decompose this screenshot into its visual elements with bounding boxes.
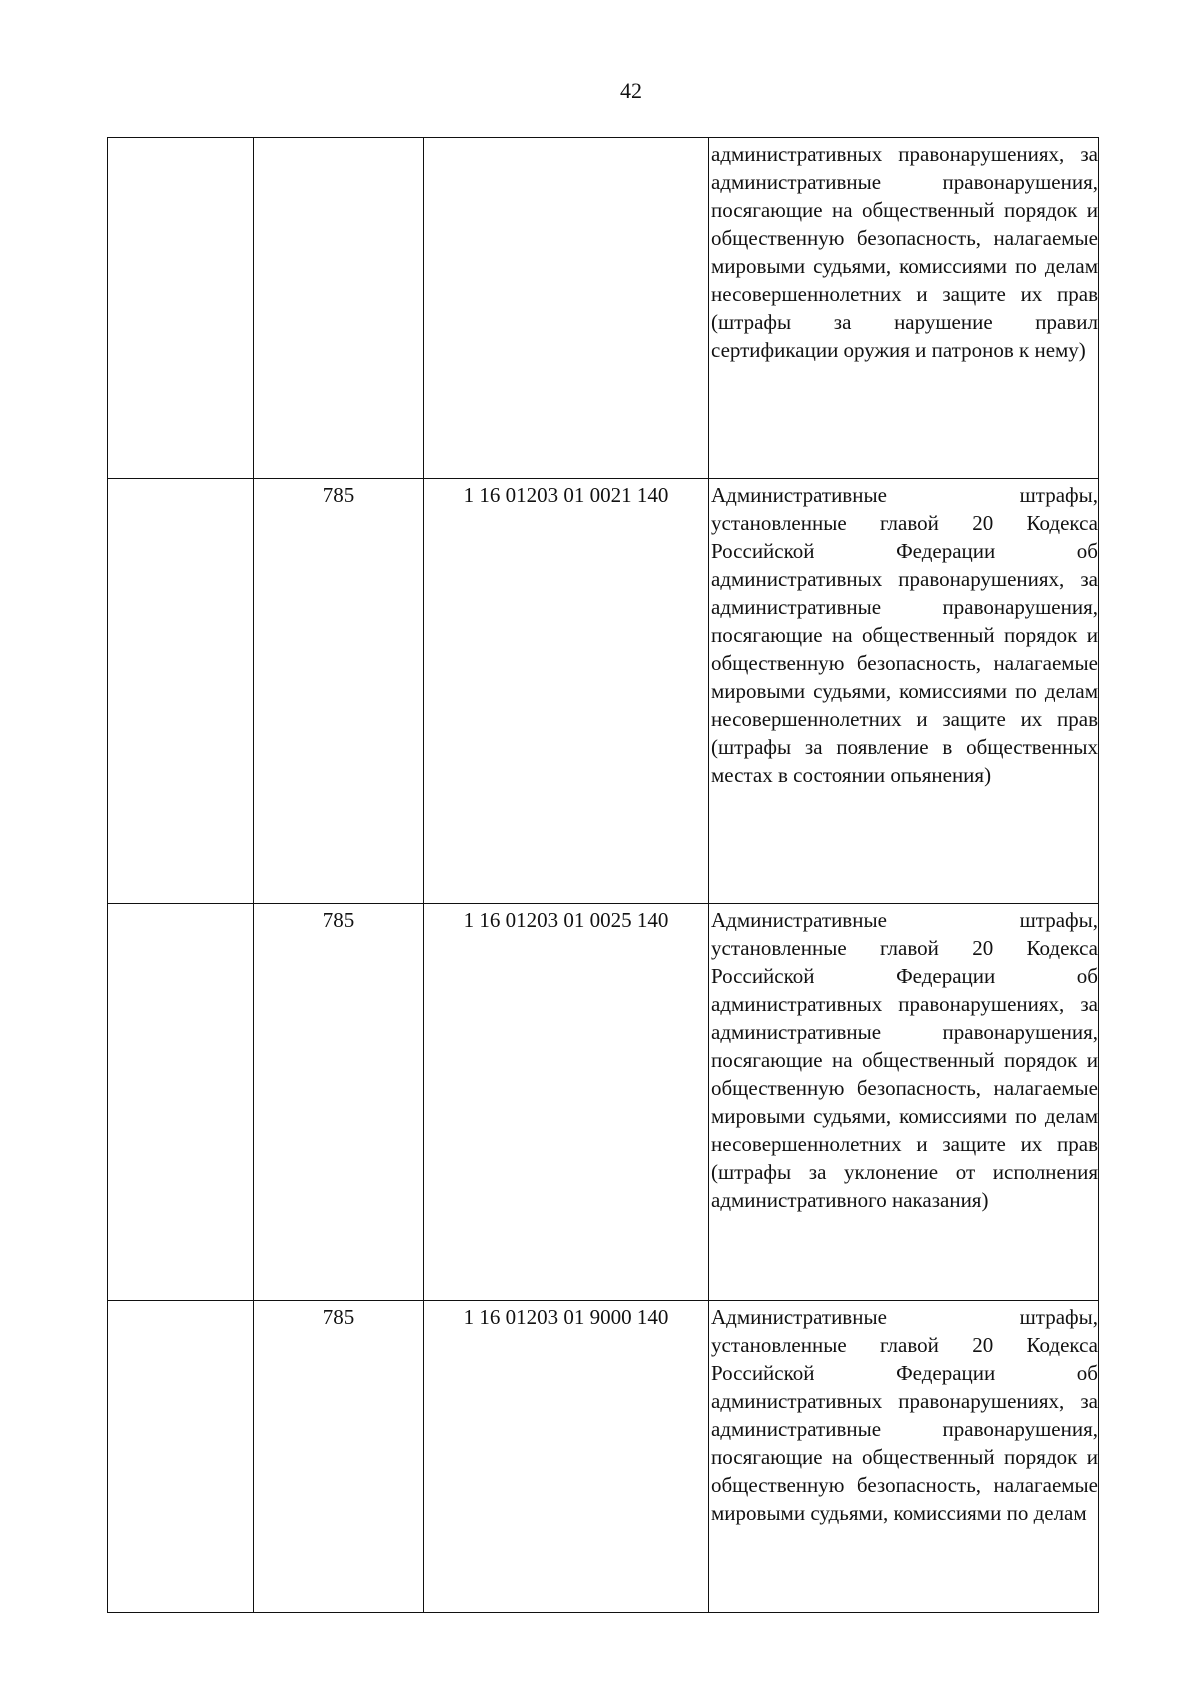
kbk-code-cell: 1 16 01203 01 0025 140 xyxy=(424,904,709,1301)
kbk-code-cell: 1 16 01203 01 9000 140 xyxy=(424,1301,709,1613)
description-text: Административные штрафы, установленные главой 20 Кодекса Российской Федерации об административных правонарушениях, за административные правонарушения, посягающие на общественный порядок и общественную безопасность, налагаемые мировыми судьями, комиссиями по делам несовершеннолетних и защите их прав (штрафы за появление в общественных местах в состоянии опьянения) xyxy=(711,483,1098,787)
row-number-cell xyxy=(108,479,254,904)
description-text: административных правонарушениях, за административные правонарушения, посягающие на общественный порядок и общественную безопасность, налагаемые мировыми судьями, комиссиями по делам несовершеннолетних и защите их прав (штрафы за нарушение правил сертификации оружия и патронов к нему) xyxy=(711,142,1098,362)
admin-code-cell: 785 xyxy=(254,479,424,904)
row-number-cell xyxy=(108,904,254,1301)
row-number-cell xyxy=(108,1301,254,1613)
description-cell xyxy=(709,1301,1099,1613)
kbk-code-cell xyxy=(424,138,709,479)
kbk-code-cell: 1 16 01203 01 0021 140 xyxy=(424,479,709,904)
description-text: Административные штрафы, установленные главой 20 Кодекса Российской Федерации об административных правонарушениях, за административные правонарушения, посягающие на общественный порядок и общественную безопасность, налагаемые мировыми судьями, комиссиями по делам xyxy=(711,1305,1098,1525)
table-row xyxy=(108,904,1099,1301)
description-text: Административные штрафы, установленные главой 20 Кодекса Российской Федерации об административных правонарушениях, за административные правонарушения, посягающие на общественный порядок и общественную безопасность, налагаемые мировыми судьями, комиссиями по делам несовершеннолетних и защите их прав (штрафы за уклонение от исполнения административного наказания) xyxy=(711,908,1098,1212)
table-row xyxy=(108,479,1099,904)
page-number: 42 xyxy=(620,78,642,103)
description-cell xyxy=(709,138,1099,479)
admin-code-cell xyxy=(254,138,424,479)
admin-code-cell: 785 xyxy=(254,1301,424,1613)
description-cell xyxy=(709,904,1099,1301)
row-number-cell xyxy=(108,138,254,479)
table-row xyxy=(108,1301,1099,1613)
admin-code-cell: 785 xyxy=(254,904,424,1301)
description-cell xyxy=(709,479,1099,904)
table-row xyxy=(108,138,1099,479)
revenue-codes-table xyxy=(107,137,1099,1613)
